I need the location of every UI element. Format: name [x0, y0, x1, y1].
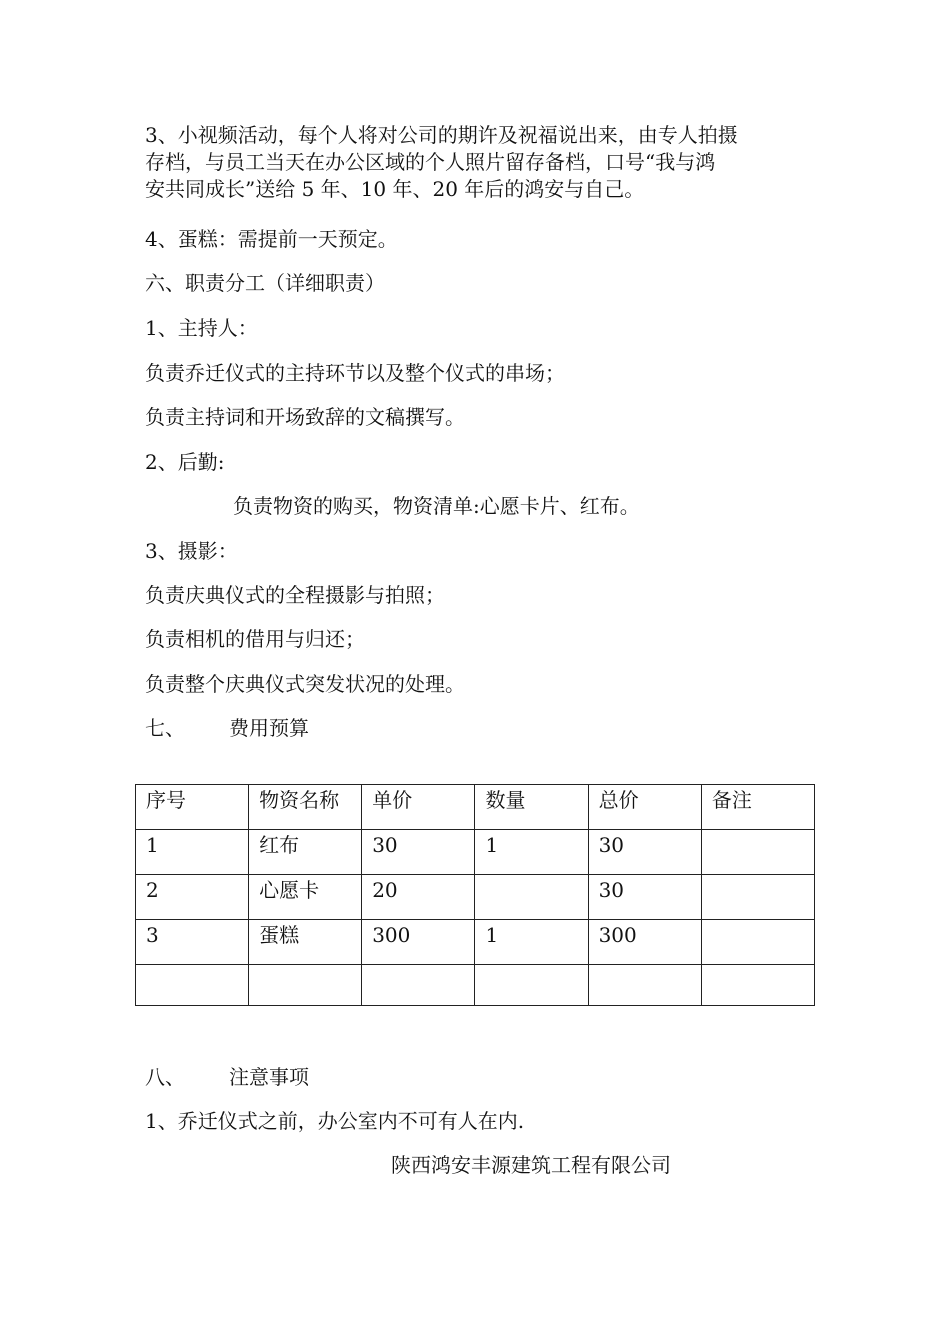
photo-duty: 负责整个庆典仪式突发状况的处理。 [145, 672, 465, 696]
table-cell: 1 [475, 830, 588, 875]
table-cell [701, 965, 814, 1006]
table-row [136, 875, 815, 920]
host-duty: 负责乔迁仪式的主持环节以及整个仪式的串场； [145, 361, 565, 385]
section8-title [145, 1064, 309, 1091]
section8-label: 注意事项 [229, 1065, 309, 1089]
budget-table [135, 784, 815, 1006]
table-row [136, 965, 815, 1006]
item4-text: 4、蛋糕：需提前一天预定。 [145, 227, 398, 251]
table-cell [475, 965, 588, 1006]
table-cell: 1 [475, 920, 588, 965]
item3-line: 存档，与员工当天在办公区域的个人照片留存备档，口号“我与鸿 [145, 150, 716, 174]
section8-number: 八、 [145, 1065, 185, 1089]
host-duty: 负责主持词和开场致辞的文稿撰写。 [145, 405, 465, 429]
section7-label: 费用预算 [229, 716, 309, 740]
table-cell: 300 [362, 920, 475, 965]
item3-line: 安共同成长”送给 5 年、10 年、20 年后的鸿安与自己。 [145, 177, 645, 201]
table-row [136, 830, 815, 875]
table-header-cell: 备注 [701, 785, 814, 830]
table-cell [362, 965, 475, 1006]
table-cell: 红布 [249, 830, 362, 875]
section8-item1: 1、乔迁仪式之前，办公室内不可有人在内. [145, 1109, 525, 1133]
table-cell: 300 [588, 920, 701, 965]
table-cell [588, 965, 701, 1006]
table-cell: 30 [588, 875, 701, 920]
table-row [136, 920, 815, 965]
table-header-row [136, 785, 815, 830]
table-cell: 3 [136, 920, 249, 965]
table-cell [701, 830, 814, 875]
logistics-duty: 负责物资的购买，物资清单:心愿卡片、红布。 [233, 494, 640, 518]
section7-title [145, 715, 309, 742]
table-cell: 心愿卡 [249, 875, 362, 920]
table-cell: 蛋糕 [249, 920, 362, 965]
table-cell: 30 [362, 830, 475, 875]
photo-heading: 3、摄影： [145, 539, 238, 563]
table-cell [136, 965, 249, 1006]
table-cell: 2 [136, 875, 249, 920]
table-cell [701, 875, 814, 920]
host-heading: 1、主持人： [145, 316, 258, 340]
photo-duty: 负责庆典仪式的全程摄影与拍照； [145, 583, 445, 607]
table-header-cell: 序号 [136, 785, 249, 830]
table-header-cell: 总价 [588, 785, 701, 830]
table-header-cell: 物资名称 [249, 785, 362, 830]
table-cell: 1 [136, 830, 249, 875]
table-cell: 30 [588, 830, 701, 875]
table-header-cell: 数量 [475, 785, 588, 830]
table-header-cell: 单价 [362, 785, 475, 830]
photo-duty: 负责相机的借用与归还； [145, 627, 365, 651]
item3-paragraph [145, 122, 810, 203]
table-cell: 20 [362, 875, 475, 920]
section7-number: 七、 [145, 716, 185, 740]
logistics-heading: 2、后勤: [145, 450, 225, 474]
table-cell [475, 875, 588, 920]
table-cell [701, 920, 814, 965]
section6-title: 六、职责分工（详细职责） [145, 271, 385, 295]
company-signature: 陕西鸿安丰源建筑工程有限公司 [391, 1153, 671, 1177]
item3-line: 3、小视频活动，每个人将对公司的期许及祝福说出来，由专人拍摄 [145, 123, 738, 147]
table-cell [249, 965, 362, 1006]
